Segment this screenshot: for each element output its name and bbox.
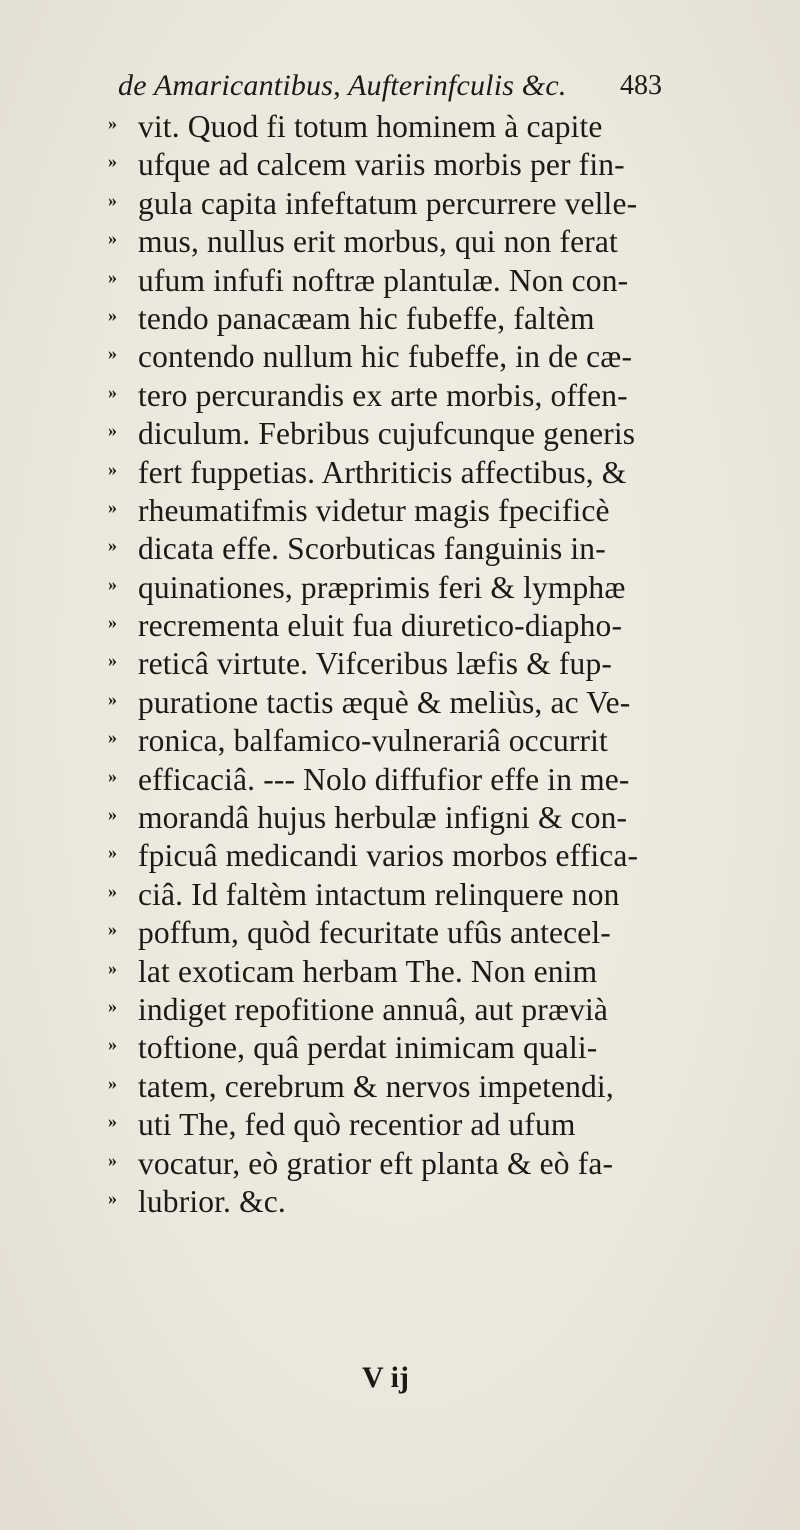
quotation-mark: » bbox=[108, 189, 117, 210]
text-line bbox=[108, 415, 698, 453]
line-text: ciâ. Id faltèm intactum relinquere non bbox=[138, 876, 620, 912]
text-line bbox=[108, 338, 698, 376]
line-text: indiget repofitione annuâ, aut prævià bbox=[138, 991, 609, 1027]
line-text: fert fuppetias. Arthriticis affectibus, & bbox=[138, 454, 627, 490]
line-text: poffum, quòd fecuritate ufûs antecel- bbox=[138, 915, 611, 951]
text-line bbox=[108, 377, 698, 415]
text-line bbox=[108, 1183, 698, 1221]
line-text: tendo panacæam hic fubeffe, faltèm bbox=[138, 300, 595, 336]
text-line bbox=[108, 837, 698, 875]
quotation-mark: » bbox=[108, 535, 117, 556]
line-text: tero percurandis ex arte morbis, offen- bbox=[138, 377, 628, 413]
line-text: efficaciâ. --- Nolo diffufior effe in me- bbox=[138, 761, 630, 797]
line-text: reticâ virtute. Vifceribus læfis & fup- bbox=[138, 646, 612, 682]
text-line bbox=[108, 262, 698, 300]
line-text: vit. Quod fi totum hominem à capite bbox=[138, 109, 603, 144]
quotation-mark: » bbox=[108, 228, 117, 249]
line-text: ronica, balfamico-vulnerariâ occurrit bbox=[138, 723, 608, 759]
text-line bbox=[108, 146, 698, 184]
text-line bbox=[108, 108, 698, 146]
text-line bbox=[108, 1145, 698, 1183]
line-text: rheumatifmis videtur magis fpecificè bbox=[138, 492, 610, 528]
text-line bbox=[108, 1068, 698, 1106]
quotation-mark: » bbox=[108, 957, 117, 978]
text-line bbox=[108, 569, 698, 607]
body-text bbox=[108, 108, 698, 1221]
quotation-mark: » bbox=[108, 573, 117, 594]
page-number: 483 bbox=[620, 70, 662, 101]
text-line bbox=[108, 684, 698, 722]
line-text: mus, nullus erit morbus, qui non ferat bbox=[138, 224, 618, 260]
signature-mark: V ij bbox=[362, 1361, 409, 1394]
quotation-mark: » bbox=[108, 612, 117, 633]
quotation-mark: » bbox=[108, 1072, 117, 1093]
text-line bbox=[108, 223, 698, 261]
line-text: ufque ad calcem variis morbis per fin- bbox=[138, 147, 625, 183]
quotation-mark: » bbox=[108, 919, 117, 940]
quotation-mark: » bbox=[108, 727, 117, 748]
quotation-mark: » bbox=[108, 880, 117, 901]
quotation-mark: » bbox=[108, 304, 117, 325]
line-text: diculum. Febribus cujufcunque generis bbox=[138, 416, 636, 452]
quotation-mark: » bbox=[108, 688, 117, 709]
text-line bbox=[108, 185, 698, 223]
text-line bbox=[108, 300, 698, 338]
line-text: puratione tactis æquè & meliùs, ac Ve- bbox=[138, 684, 631, 720]
quotation-mark: » bbox=[108, 343, 117, 364]
line-text: toftione, quâ perdat inimicam quali- bbox=[138, 1030, 598, 1066]
text-line bbox=[108, 492, 698, 530]
text-line bbox=[108, 799, 698, 837]
quotation-mark: » bbox=[108, 1187, 117, 1208]
line-text: morandâ hujus herbulæ infigni & con- bbox=[138, 800, 628, 836]
text-line bbox=[108, 1106, 698, 1144]
text-line bbox=[108, 607, 698, 645]
line-text: contendo nullum hic fubeffe, in de cæ- bbox=[138, 339, 633, 375]
text-line bbox=[108, 991, 698, 1029]
line-text: dicata effe. Scorbuticas fanguinis in- bbox=[138, 531, 606, 567]
quotation-mark: » bbox=[108, 995, 117, 1016]
quotation-mark: » bbox=[108, 804, 117, 825]
line-text: vocatur, eò gratior eft planta & eò fa- bbox=[138, 1145, 614, 1181]
quotation-mark: » bbox=[108, 765, 117, 786]
line-text: quinationes, præprimis feri & lymphæ bbox=[138, 569, 626, 605]
text-line bbox=[108, 953, 698, 991]
quotation-mark: » bbox=[108, 1034, 117, 1055]
quotation-mark: » bbox=[108, 1111, 117, 1132]
quotation-mark: » bbox=[108, 496, 117, 517]
line-text: gula capita infeftatum percurrere velle- bbox=[138, 185, 638, 221]
quotation-mark: » bbox=[108, 842, 117, 863]
quotation-mark: » bbox=[108, 1149, 117, 1170]
quotation-mark: » bbox=[108, 420, 117, 441]
quotation-mark: » bbox=[108, 650, 117, 671]
line-text: uti The, fed quò recentior ad ufum bbox=[138, 1107, 576, 1143]
text-line bbox=[108, 722, 698, 760]
running-head bbox=[118, 66, 678, 106]
line-text: lat exoticam herbam The. Non enim bbox=[138, 953, 598, 989]
text-line bbox=[108, 914, 698, 952]
line-text: tatem, cerebrum & nervos impetendi, bbox=[138, 1068, 614, 1104]
text-line bbox=[108, 530, 698, 568]
line-text: recrementa eluit fua diuretico-diapho- bbox=[138, 608, 623, 644]
text-line bbox=[108, 876, 698, 914]
line-text: lubrior. &c. bbox=[138, 1183, 286, 1219]
text-line bbox=[108, 454, 698, 492]
text-line bbox=[108, 1029, 698, 1067]
quotation-mark: » bbox=[108, 381, 117, 402]
line-text: fpicuâ medicandi varios morbos effica- bbox=[138, 838, 639, 874]
text-line bbox=[108, 761, 698, 799]
quotation-mark: » bbox=[108, 151, 117, 172]
line-text: ufum infufi noftræ plantulæ. Non con- bbox=[138, 262, 629, 298]
quotation-mark: » bbox=[108, 113, 117, 133]
quotation-mark: » bbox=[108, 458, 117, 479]
quotation-mark: » bbox=[108, 266, 117, 287]
running-title: de Amaricantibus, Aufterinfculis &c. bbox=[118, 69, 567, 102]
text-line bbox=[108, 645, 698, 683]
